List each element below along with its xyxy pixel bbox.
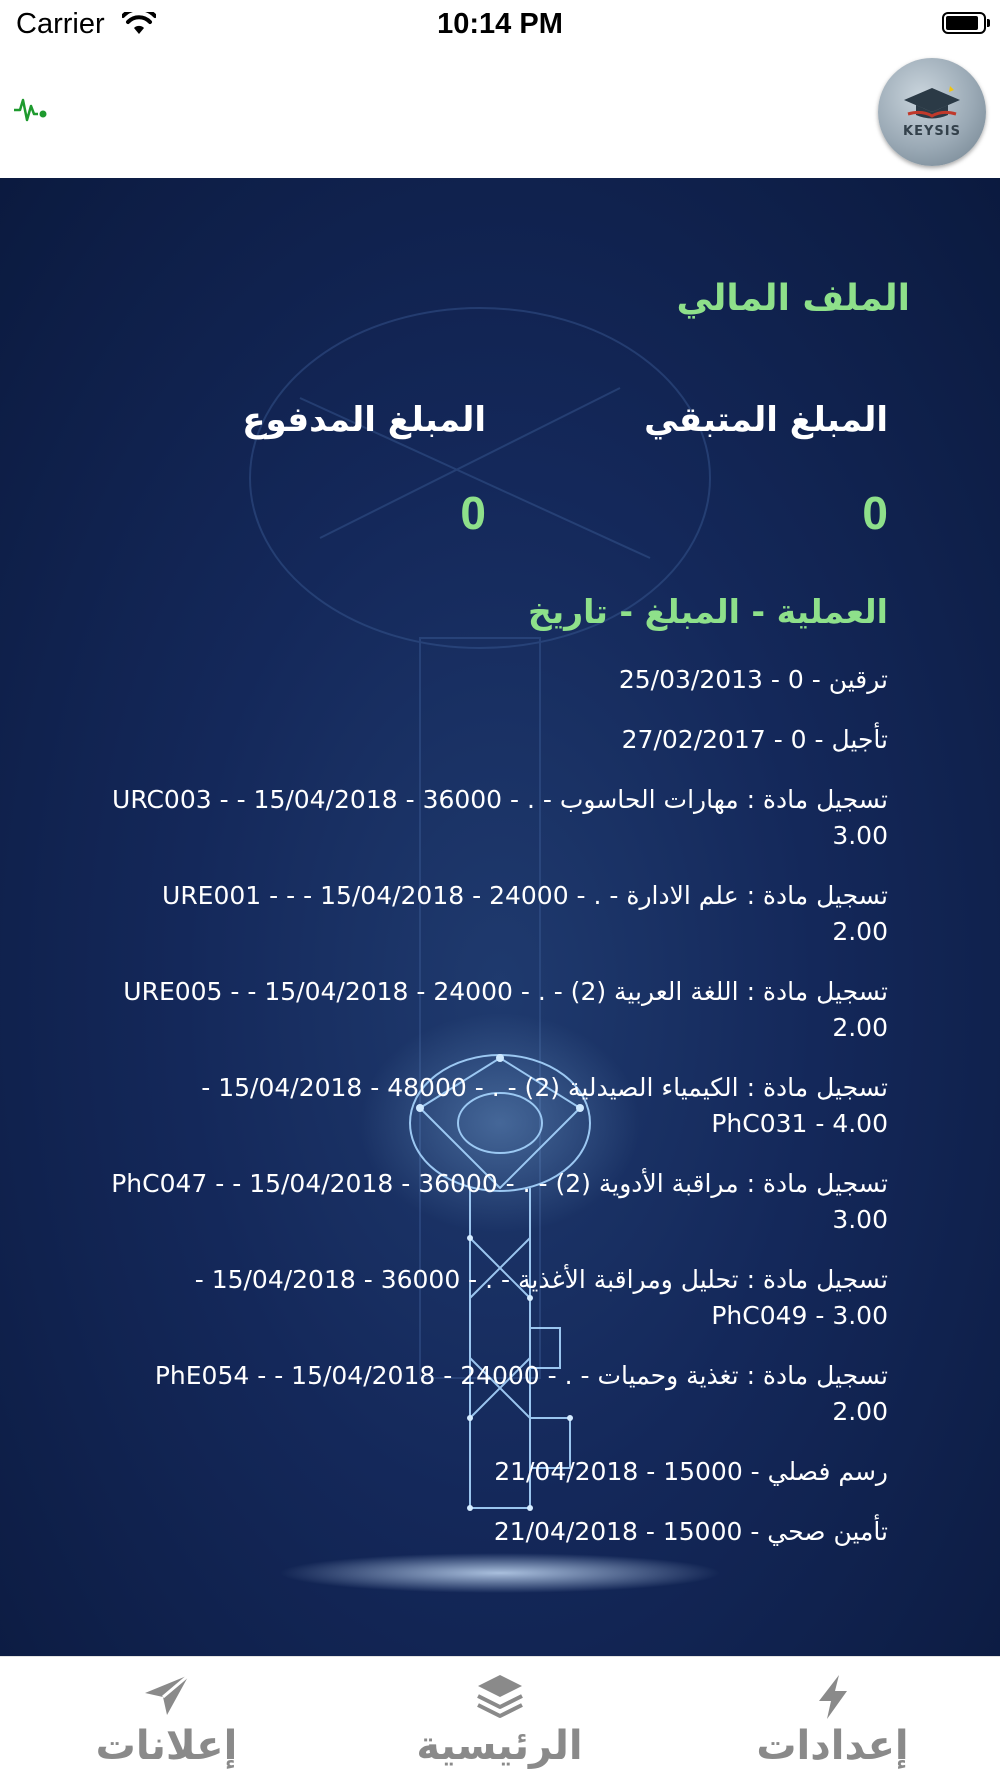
tab-announcements-label: إعلانات [95,1723,238,1769]
list-item: تأجيل - 0 - 27/02/2017 [621,725,888,754]
graduation-cap-icon [902,84,962,124]
send-icon [0,1673,333,1721]
remaining-amount-block [548,400,888,540]
list-item: رسم فصلي - 15000 - 21/04/2018 [494,1457,888,1486]
paid-amount-value: 0 [460,487,486,539]
tab-announcements[interactable] [0,1657,333,1779]
tab-bar [0,1656,1000,1779]
list-item: تسجيل مادة : اللغة العربية (2) - . - 24000 - 15/04/2018 - URE005 - 2.00 [123,977,888,1042]
battery-icon [942,12,986,34]
list-item: تسجيل مادة : مهارات الحاسوب - . - 36000 - 15/04/2018 - URC003 - 3.00 [112,785,888,850]
list-item: تسجيل مادة : مراقبة الأدوية (2) - . - 36000 - 15/04/2018 - PhC047 - 3.00 [111,1169,888,1234]
paid-amount-block [146,400,486,540]
list-item: تسجيل مادة : تغذية وحميات - . - 24000 - 15/04/2018 - PhE054 - 2.00 [154,1361,888,1426]
activity-icon[interactable] [12,94,48,128]
tab-settings[interactable] [666,1657,999,1779]
list-item: تأمين صحي - 15000 - 21/04/2018 [493,1517,888,1546]
logo-text: KEYSIS [903,124,961,139]
keysis-logo [878,58,986,166]
page-title: الملف المالي [676,278,910,319]
paid-amount-label: المبلغ المدفوع [242,400,486,440]
status-time: 10:14 PM [437,8,563,40]
status-bar [0,0,1000,50]
carrier-label: Carrier [16,8,105,40]
tab-settings-label: إعدادات [756,1723,909,1769]
bolt-icon [666,1673,999,1725]
remaining-amount-value: 0 [862,487,888,539]
app-header [0,50,1000,178]
tab-home-label: الرئيسية [416,1723,583,1769]
list-item: تسجيل مادة : الكيمياء الصيدلية (2) - . - 48000 - 15/04/2018 - PhC031 - 4.00 [201,1073,888,1138]
transactions-header: العملية - المبلغ - تاريخ [527,592,888,631]
layers-icon [333,1673,666,1723]
list-item: تسجيل مادة : تحليل ومراقبة الأغذية - . - 36000 - 15/04/2018 - PhC049 - 3.00 [194,1265,888,1330]
tab-home[interactable] [333,1657,666,1779]
transactions-list [108,662,888,1574]
list-item: ترقين - 0 - 25/03/2013 [618,665,888,694]
remaining-amount-label: المبلغ المتبقي [644,400,888,440]
main-content [0,178,1000,1656]
list-item: تسجيل مادة : علم الادارة - . - 24000 - 15/04/2018 - - URE001 - 2.00 [162,881,888,946]
